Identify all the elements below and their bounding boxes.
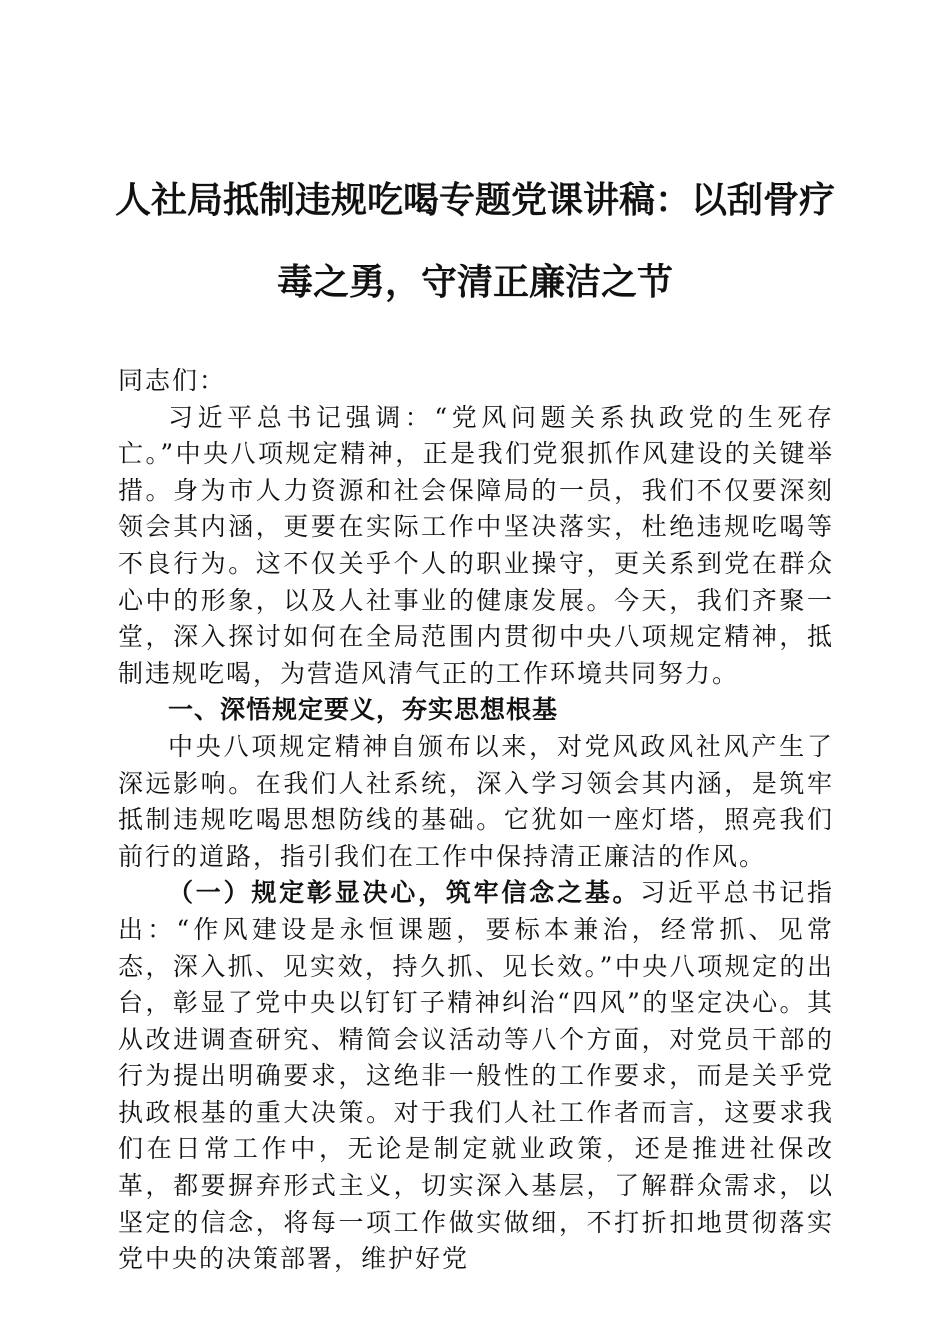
- paragraph-subsection-1: [118, 875, 834, 1278]
- salutation: 同志们：: [118, 366, 227, 395]
- document-body: [118, 363, 834, 1278]
- paragraph-intro: 习近平总书记强调：“党风问题关系执政党的生死存亡。”中央八项规定精神，正是我们党狠抓作风建设的关键举措。身为市人力资源和社会保障局的一员，我们不仅要深刻领会其内涵，更要在实际工作中坚决落实，杜绝违规吃喝等不良行为。这不仅关乎个人的职业操守，更关系到党在群众心中的形象，以及人社事业的健康发展。今天，我们齐聚一堂，深入探讨如何在全局范围内贯彻中央八项规定精神，抵制违规吃喝，为营造风清气正的工作环境共同努力。: [118, 402, 834, 688]
- document-title: 人社局抵制违规吃喝专题党课讲稿：以刮骨疗毒之勇，守清正廉洁之节: [114, 180, 835, 303]
- subsection-heading-1: （一）规定彰显决心，筑牢信念之基。: [168, 878, 641, 908]
- subsection-1-text: 习近平总书记指出：“作风建设是永恒课题，要标本兼治，经常抓、见常态，深入抓、见实效，持久抓、见长效。”中央八项规定的出台，彰显了党中央以钉钉子精神纠治“四风”的坚定决心。其从改进调查研究、精简会议活动等八个方面，对党员干部的行为提出明确要求，这绝非一般性的工作要求，而是关乎党执政根基的重大决策。对于我们人社工作者而言，这要求我们在日常工作中，无论是制定就业政策，还是推进社保改革，都要摒弃形式主义，切实深入基层，了解群众需求，以坚定的信念，将每一项工作做实做细，不打折扣地贯彻落实党中央的决策部署，维护好党: [118, 878, 834, 1274]
- paragraph-section-1: 中央八项规定精神自颁布以来，对党风政风社风产生了深远影响。在我们人社系统，深入学习领会其内涵，是筑牢抵制违规吃喝思想防线的基础。它犹如一座灯塔，照亮我们前行的道路，指引我们在工作中保持清正廉洁的作风。: [118, 731, 834, 871]
- section-heading-1: 一、深悟规定要义，夯实思想根基: [168, 695, 559, 725]
